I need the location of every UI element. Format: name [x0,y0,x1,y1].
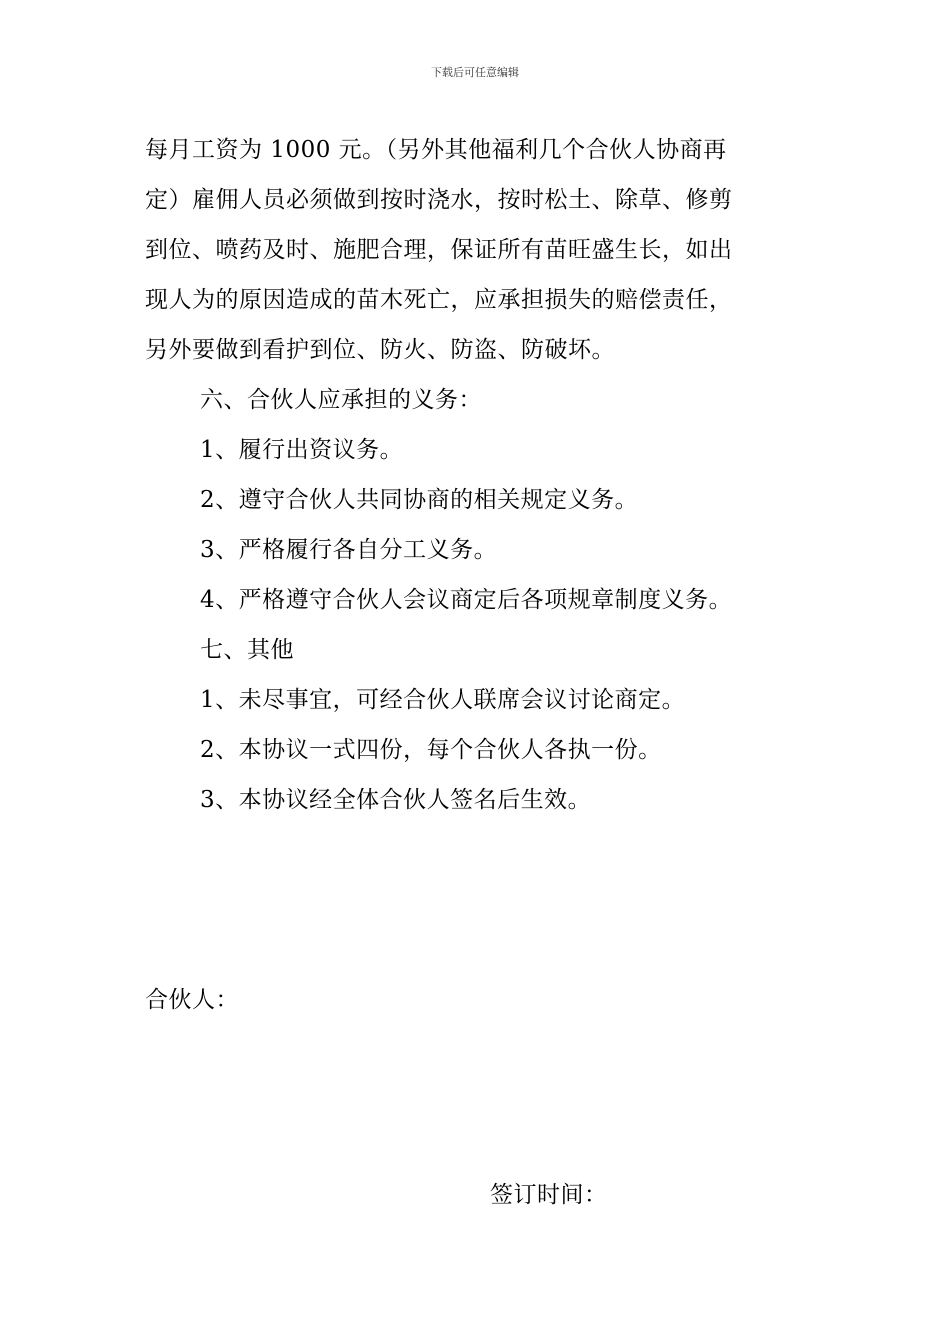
list-item: 3、本协议经全体合伙人签名后生效。 [200,787,592,813]
list-item: 1、履行出资议务。 [200,437,404,463]
list-item: 1、未尽事宜，可经合伙人联席会议讨论商定。 [200,687,686,713]
paragraph-line: 每月工资为 1000 元。（另外其他福利几个合伙人协商再 [145,137,727,163]
list-item: 4、严格遵守合伙人会议商定后各项规章制度义务。 [200,587,733,613]
paragraph-line: 定）雇佣人员必须做到按时浇水，按时松土、除草、修剪 [145,187,733,213]
list-item: 3、严格履行各自分工义务。 [200,537,498,563]
signing-time-label: 签订时间： [490,1182,608,1208]
paragraph-line: 现人为的原因造成的苗木死亡，应承担损失的赔偿责任， [145,287,733,313]
paragraph-line: 另外要做到看护到位、防火、防盗、防破坏。 [145,337,615,363]
page-header: 下载后可任意编辑 [431,66,519,79]
list-item: 2、本协议一式四份，每个合伙人各执一份。 [200,737,662,763]
section-heading: 七、其他 [200,637,294,663]
list-item: 2、遵守合伙人共同协商的相关规定义务。 [200,487,639,513]
partners-label: 合伙人： [145,987,239,1013]
section-heading: 六、合伙人应承担的义务： [200,387,482,413]
paragraph-line: 到位、喷药及时、施肥合理，保证所有苗旺盛生长，如出 [145,237,733,263]
